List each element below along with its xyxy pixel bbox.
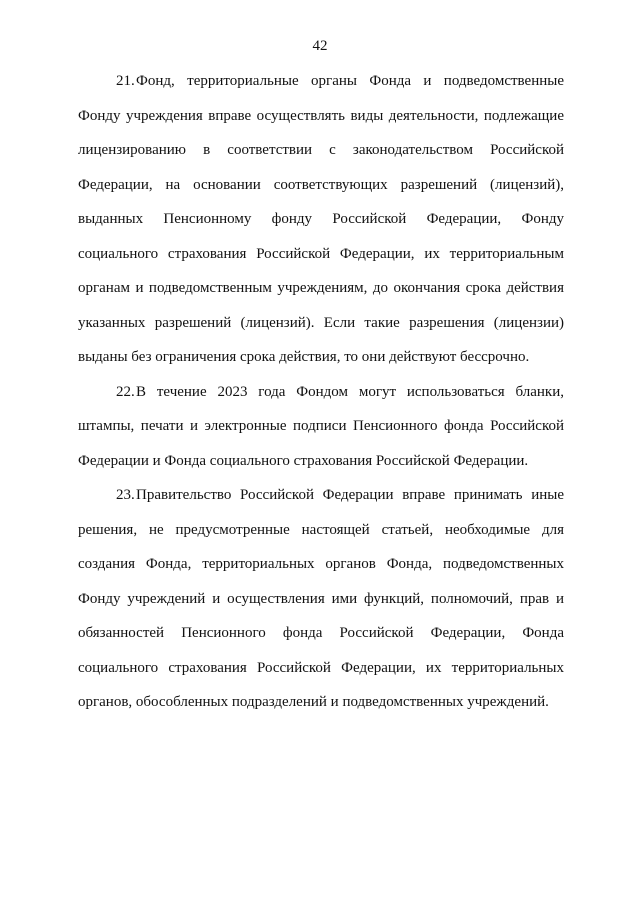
page-number: 42 — [312, 38, 328, 54]
paragraph-text: Правительство Российской Федерации вправе принимать иные решения, не предусмотренные настоящей статьей, необходимые для создания Фонда, территориальных органов Фонда, подведомственных Фонду учреждений и осуществления ими функций, полномочий, прав и обязанностей Пенсионного фонда Российской Федерации, Фонда социального страхования Российской Федерации, их территориальных органов, обособленных подразделений и подведомственных учреждений. — [78, 487, 564, 710]
paragraph-23 — [78, 478, 564, 720]
paragraph-number: 22. — [116, 383, 135, 400]
paragraph-number: 23. — [116, 487, 135, 503]
paragraph-text: Фонд, территориальные органы Фонда и подведомственные Фонду учреждения вправе осуществлять виды деятельности, подлежащие лицензированию в соответствии с законодательством Российской Федерации, на основании соответствующих разрешений (лицензий), выданных Пенсионному фонду Российской Федерации, Фонду социального страхования Российской Федерации, их территориальным органам и подведомственным учреждениям, до окончания срока действия указанных разрешений (лицензий). Если такие разрешения (лицензии) выданы без ограничения срока действия, то они действуют бессрочно. — [78, 73, 564, 365]
paragraph-text: В течение 2023 года Фондом могут использоваться бланки, штампы, печати и электронные подписи Пенсионного фонда Российской Федерации и Фонда социального страхования Российской Федерации. — [78, 383, 564, 469]
document-body — [78, 64, 564, 720]
paragraph-number: 21. — [116, 73, 135, 89]
paragraph-22 — [78, 375, 564, 479]
paragraph-21 — [78, 64, 564, 375]
